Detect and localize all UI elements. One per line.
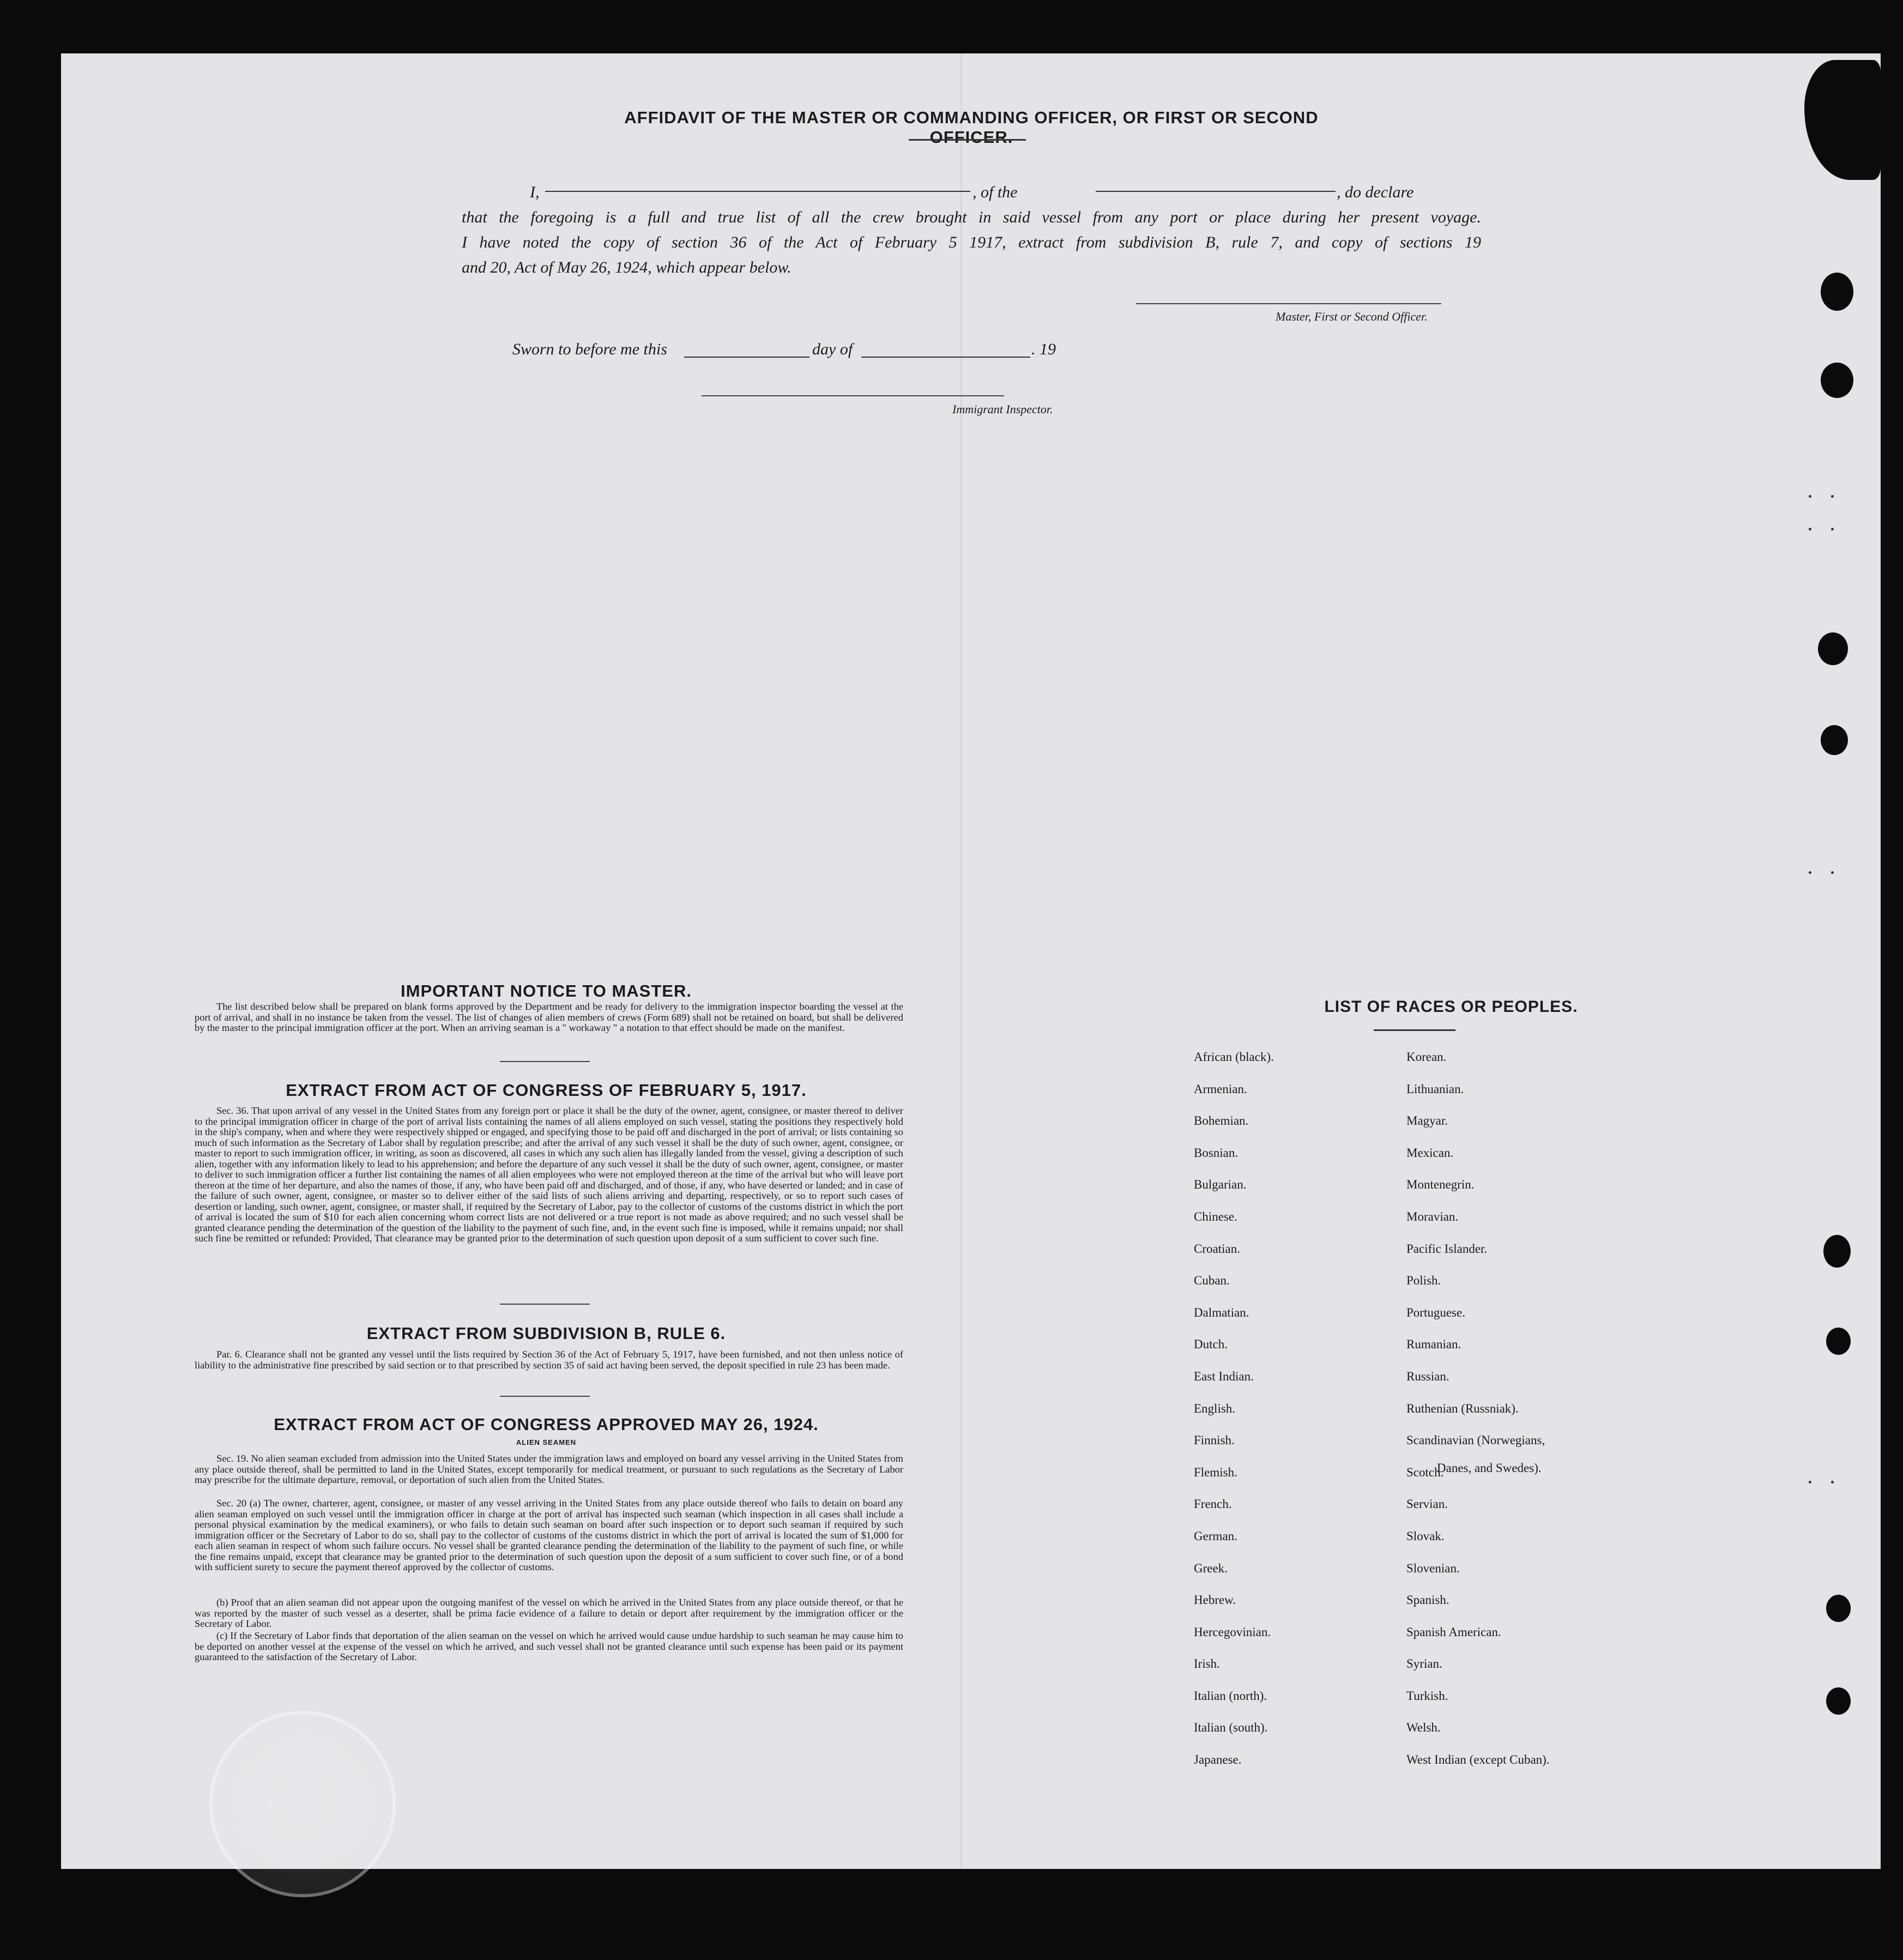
sec-19-text: Sec. 19. No alien seaman excluded from admission into the United States under the immigration laws and employed on board any vessel arriving in the United States from any place outside thereof, shall be permitted to land in the United States, except temporarily for medical treatment, or pursuant to such regulations as the Secretary of Labor may prescribe for the ultimate departure, removal, or deportation of such alien from the United States. bbox=[195, 1453, 903, 1485]
inspector-signature-line bbox=[702, 395, 1004, 396]
scan-dot bbox=[1809, 871, 1811, 874]
scan-dot bbox=[1831, 528, 1834, 530]
race-scandinavian-continuation: Danes, and Swedes). bbox=[1437, 1461, 1542, 1475]
race-item: African (black). bbox=[1194, 1050, 1274, 1064]
race-item: Bohemian. bbox=[1194, 1114, 1249, 1128]
race-item: Ruthenian (Russniak). bbox=[1406, 1401, 1519, 1415]
vessel-blank bbox=[1096, 191, 1336, 192]
punch-hole bbox=[1821, 725, 1848, 755]
scan-dot bbox=[1831, 495, 1834, 498]
race-item: Syrian. bbox=[1406, 1657, 1442, 1671]
punch-hole bbox=[1826, 1328, 1851, 1355]
sec-20b-text: (b) Proof that an alien seaman did not appear upon the outgoing manifest of the vessel on which he arrived in the United States from any place outside thereof, or that he was reported by the master of such vessel as a deserter, shall be prima facie evidence of a failure to detain or deport after requirement by the immigration officer or the Secretary of Labor. bbox=[195, 1597, 903, 1629]
notice-divider bbox=[500, 1061, 590, 1062]
race-item: Spanish. bbox=[1406, 1593, 1449, 1607]
sworn-label: Sworn to before me this bbox=[512, 340, 667, 358]
sec-20a-text: Sec. 20 (a) The owner, charterer, agent, consignee, or master of any vessel arriving in the United States from any place outside thereof who fails to detain on board any alien seaman employed on such vessel until the immigration officer in charge at the port of arrival has inspected such seaman (which inspection in all cases shall include a personal physical examination by the medical examiners), or who fails to detain such seaman on board after such inspection or to deport such seaman if required by such immigration officer or the Secretary of Labor to do so, shall pay to the collector of customs of the customs district in which the port of arrival is located the sum of $1,000 for each alien seaman in respect of whom such failure occurs. No vessel shall be granted clearance pending the determination of the liability to the payment of such fine, or while the fine remains unpaid, except that clearance may be granted prior to the determination of such question upon the deposit of a sum sufficient to cover such fine, or of a bond with sufficient surety to secure the payment thereof approved by the collector of customs. bbox=[195, 1498, 903, 1572]
race-item: Bulgarian. bbox=[1194, 1178, 1247, 1192]
sworn-day-blank bbox=[684, 357, 809, 358]
races-title-underline bbox=[1374, 1029, 1455, 1031]
master-signature-label: Master, First or Second Officer. bbox=[1276, 310, 1428, 323]
races-left-column bbox=[1194, 1050, 1412, 1785]
race-item: Russian. bbox=[1406, 1369, 1449, 1383]
punch-hole bbox=[1821, 363, 1853, 398]
sec-20c-text: (c) If the Secretary of Labor finds that deportation of the alien seaman on the vessel on which he arrived would cause undue hardship to such seaman he may cause him to be deported on another vessel at the expense of the vessel on which he arrived, and such vessel shall not be granted clearance until such expense has been paid or its payment guaranteed to the satisfaction of the Secretary of Labor. bbox=[195, 1630, 903, 1662]
race-item: Dalmatian. bbox=[1194, 1305, 1249, 1319]
name-blank bbox=[545, 191, 970, 192]
rule6-text: Par. 6. Clearance shall not be granted any vessel until the lists required by Section 36 of the Act of February 5, 1917, have been furnished, and not then unless notice of liability to the administrative fine prescribed by said section or to that prescribed by section 35 of said act having been served, the deposit specified in rule 23 has been made. bbox=[195, 1349, 903, 1371]
races-right-column bbox=[1406, 1050, 1624, 1785]
race-item: Greek. bbox=[1194, 1561, 1228, 1575]
punch-hole bbox=[1826, 1687, 1851, 1715]
extract-1917-title: EXTRACT FROM ACT OF CONGRESS OF FEBRUARY 5, 1917. bbox=[286, 1081, 807, 1100]
punch-hole bbox=[1821, 273, 1853, 311]
affidavit-line-2: that the foregoing is a full and true list of all the crew brought in said vessel from any port or place during her present voyage. bbox=[462, 208, 1481, 226]
race-item: Pacific Islander. bbox=[1406, 1241, 1488, 1256]
race-item: Cuban. bbox=[1194, 1274, 1230, 1288]
affidavit-i-label: I, bbox=[530, 183, 540, 201]
race-item: Portuguese. bbox=[1406, 1305, 1465, 1319]
master-signature-line bbox=[1136, 303, 1441, 304]
race-item: French. bbox=[1194, 1497, 1232, 1511]
extract-1917-divider bbox=[500, 1304, 590, 1305]
affidavit-title: AFFIDAVIT OF THE MASTER OR COMMANDING OFFICER, OR FIRST OR SECOND OFFICER. bbox=[624, 108, 1319, 147]
notice-title: IMPORTANT NOTICE TO MASTER. bbox=[401, 981, 692, 1000]
punch-hole bbox=[1823, 1235, 1851, 1268]
scan-dot bbox=[1809, 1481, 1811, 1483]
scan-dot bbox=[1831, 871, 1834, 874]
affidavit-line-3: I have noted the copy of section 36 of the Act of February 5 1917, extract from subdivision B, rule 7, and copy of sections 19 bbox=[462, 233, 1481, 251]
race-item: Hebrew. bbox=[1194, 1593, 1236, 1607]
race-item: English. bbox=[1194, 1401, 1236, 1415]
sworn-month-blank bbox=[861, 357, 1030, 358]
title-underline bbox=[909, 139, 1026, 141]
race-item: Spanish American. bbox=[1406, 1625, 1501, 1639]
affidavit-of-the-label: , of the bbox=[972, 183, 1018, 201]
year-prefix: . 19 bbox=[1031, 340, 1056, 358]
race-item: Italian (south). bbox=[1194, 1721, 1268, 1735]
race-item: Hercegovinian. bbox=[1194, 1625, 1271, 1639]
scan-dot bbox=[1809, 528, 1811, 530]
race-item: Servian. bbox=[1406, 1497, 1448, 1511]
race-item: West Indian (except Cuban). bbox=[1406, 1753, 1550, 1767]
race-item: Scandinavian (Norwegians, bbox=[1406, 1433, 1545, 1448]
race-item: Rumanian. bbox=[1406, 1337, 1461, 1352]
race-item: Irish. bbox=[1194, 1657, 1220, 1671]
scan-dot bbox=[1831, 1481, 1834, 1483]
race-item: Korean. bbox=[1406, 1050, 1447, 1064]
race-item: Italian (north). bbox=[1194, 1688, 1267, 1703]
race-item: Armenian. bbox=[1194, 1082, 1247, 1096]
race-item: Mexican. bbox=[1406, 1145, 1454, 1160]
race-item: Bosnian. bbox=[1194, 1145, 1239, 1160]
race-item: Dutch. bbox=[1194, 1337, 1228, 1352]
race-item: Magyar. bbox=[1406, 1114, 1448, 1128]
race-item: Flemish. bbox=[1194, 1465, 1237, 1479]
race-item: Croatian. bbox=[1194, 1241, 1240, 1256]
document-sheet bbox=[61, 53, 1881, 1869]
rule6-divider bbox=[500, 1396, 590, 1397]
race-item: Moravian. bbox=[1406, 1209, 1459, 1223]
race-item: Slovak. bbox=[1406, 1529, 1445, 1543]
affidavit-line-4: and 20, Act of May 26, 1924, which appear below. bbox=[462, 258, 792, 276]
punch-hole bbox=[1826, 1595, 1851, 1622]
punch-hole bbox=[1818, 632, 1848, 665]
embossed-seal bbox=[209, 1711, 396, 1897]
race-item: German. bbox=[1194, 1529, 1237, 1543]
race-item: Finnish. bbox=[1194, 1433, 1235, 1448]
race-item: Scotch. bbox=[1406, 1465, 1444, 1479]
race-item: Montenegrin. bbox=[1406, 1178, 1475, 1192]
affidavit-do-declare-label: , do declare bbox=[1337, 183, 1414, 201]
notice-text: The list described below shall be prepared on blank forms approved by the Department and be ready for delivery to the immigration inspector boarding the vessel at the port of arrival, and shall in no instance be taken from the vessel. The list of changes of alien members of crews (Form 689) shall not be retained on board, but shall be delivered by the master to the principal immigration officer at the port. When an arriving seaman is a " workaway " a notation to that effect should be made on the manifest. bbox=[195, 1001, 903, 1033]
page-fold bbox=[960, 53, 962, 1869]
race-item: Japanese. bbox=[1194, 1753, 1242, 1767]
rule6-title: EXTRACT FROM SUBDIVISION B, RULE 6. bbox=[366, 1324, 726, 1343]
race-item: East Indian. bbox=[1194, 1369, 1254, 1383]
inspector-label: Immigrant Inspector. bbox=[952, 402, 1053, 416]
day-of-label: day of bbox=[812, 340, 853, 358]
races-title: LIST OF RACES OR PEOPLES. bbox=[1324, 998, 1578, 1016]
race-item: Polish. bbox=[1406, 1274, 1441, 1288]
race-item: Welsh. bbox=[1406, 1721, 1441, 1735]
race-item: Turkish. bbox=[1406, 1688, 1448, 1703]
race-item: Chinese. bbox=[1194, 1209, 1237, 1223]
scan-dot bbox=[1809, 495, 1811, 498]
alien-seamen-subtitle: ALIEN SEAMEN bbox=[516, 1438, 577, 1446]
race-item: Slovenian. bbox=[1406, 1561, 1460, 1575]
extract-1917-text: Sec. 36. That upon arrival of any vessel in the United States from any foreign port or place it shall be the duty of the owner, agent, consignee, or master thereof to deliver to the principal immigration officer in charge of the port of arrival lists containing the names of all aliens employed on such vessel, stating the positions they respectively hold in the ship's company, when and where they were respectively shipped or engaged, and specifying those to be paid off and discharged in the port of arrival; or lists containing so much of such information as the Secretary of Labor shall by regulation prescribe; and after the arrival of any such vessel it shall be the duty of such owner, agent, consignee, or master to report to such immigration officer, in writing, as soon as discovered, all cases in which any such alien has illegally landed from the vessel, giving a description of such alien, together with any information likely to lead to his apprehension; and before the departure of any such vessel it shall be the duty of such owner, agent, consignee, or master to deliver to such immigration officer a further list containing the names of all alien employees who were not employed thereon at the time of the arrival but who will leave port thereon at the time of her departure, and also the names of those, if any, who have been paid off and discharged, and of those, if any, who have deserted or landed; and in case of the failure of such owner, agent, consignee, or master so to deliver either of the said lists of such aliens arriving and departing, respectively, or so to report such cases of desertion or landing, such owner, agent, consignee, or master shall, if required by the Secretary of Labor, pay to the collector of customs of the customs district in which the port of arrival is located the sum of $10 for each alien concerning whom correct lists are not delivered or a true report is not made as above required; and no such vessel shall be granted clearance pending the determination of the question of the liability to the payment of such fine, and, in the event such fine is imposed, while it remains unpaid; nor shall such fine be remitted or refunded: Provided, That clearance may be granted prior to the determination of such question upon deposit of a sum sufficient to cover such fine. bbox=[195, 1105, 903, 1244]
race-item: Lithuanian. bbox=[1406, 1082, 1464, 1096]
extract-1924-title: EXTRACT FROM ACT OF CONGRESS APPROVED MAY 26, 1924. bbox=[274, 1415, 819, 1434]
